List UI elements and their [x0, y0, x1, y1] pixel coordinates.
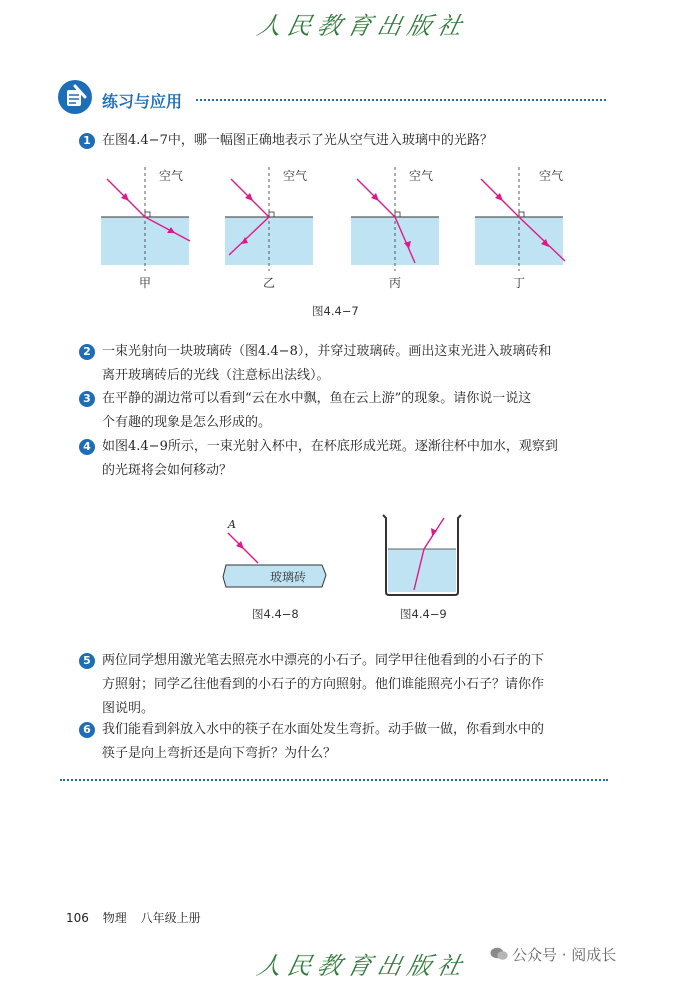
panel-label-yi: 乙 [263, 276, 276, 290]
panel-yi [219, 163, 319, 293]
figure-4-4-7 [95, 163, 575, 293]
figure-caption-4-4-7: 图4.4−7 [312, 304, 359, 318]
question-5-line-2: 方照射；同学乙往他看到的小石子的方向照射。他们谁能照亮小石子？请你作 [102, 677, 545, 692]
page-number: 106 [66, 911, 89, 925]
question-number-2: 2 [79, 344, 95, 360]
question-6-line-2: 筷子是向上弯折还是向下弯折？为什么？ [102, 746, 337, 761]
question-number-1: 1 [79, 133, 95, 149]
question-number-4: 4 [79, 439, 95, 455]
figure-4-4-9 [380, 512, 464, 598]
panel-jia [95, 163, 195, 293]
question-1-text: 在图4.4−7中，哪一幅图正确地表示了光从空气进入玻璃中的光路？ [102, 133, 493, 148]
question-5-line-3: 图说明。 [102, 701, 155, 716]
question-number-6: 6 [79, 722, 95, 738]
wechat-icon [490, 946, 508, 960]
glass-brick-label: 玻璃砖 [270, 570, 307, 584]
question-3-line-2: 个有趣的现象是怎么形成的。 [102, 415, 272, 430]
figure-caption-4-4-9: 图4.4−9 [400, 607, 447, 621]
panel-label-ding: 丁 [513, 276, 526, 290]
footer-subject: 物理 [102, 911, 127, 925]
book-pen-icon [58, 80, 92, 114]
question-number-3: 3 [79, 391, 95, 407]
question-2-line-2: 离开玻璃砖后的光线（注意标出法线）。 [102, 368, 330, 383]
figure-caption-4-4-8: 图4.4−8 [252, 607, 299, 621]
panel-bing [345, 163, 445, 293]
question-4-line-1: 如图4.4−9所示，一束光射入杯中，在杯底形成光斑。逐渐往杯中加水，观察到 [102, 439, 558, 454]
air-label: 空气 [409, 169, 434, 183]
question-5-line-1: 两位同学想用激光笔去照亮水中漂亮的小石子。同学甲往他看到的小石子的下 [102, 653, 545, 668]
air-label: 空气 [159, 169, 184, 183]
point-a-label: A [228, 518, 236, 531]
panel-label-jia: 甲 [139, 276, 152, 290]
question-number-5: 5 [79, 653, 95, 669]
panel-label-bing: 丙 [389, 276, 402, 290]
publisher-logo-bottom: 人民教育出版社 [254, 952, 471, 980]
question-4-line-2: 的光斑将会如何移动？ [102, 463, 233, 478]
page-footer [66, 909, 211, 926]
air-label: 空气 [283, 169, 308, 183]
question-2-line-1: 一束光射向一块玻璃砖（图4.4−8），并穿过玻璃砖。画出这束光进入玻璃砖和 [102, 344, 552, 359]
question-3-line-1: 在平静的湖边常可以看到“云在水中飘，鱼在云上游”的现象。请你说一说这 [102, 391, 532, 406]
air-label: 空气 [539, 169, 564, 183]
footer-book: 八年级上册 [140, 911, 201, 925]
panel-ding [469, 163, 569, 293]
section-title: 练习与应用 [102, 92, 183, 111]
publisher-logo: 人民教育出版社 [254, 12, 471, 40]
section-divider [196, 99, 606, 101]
question-6-line-1: 我们能看到斜放入水中的筷子在水面处发生弯折。动手做一做，你看到水中的 [102, 722, 545, 737]
figure-4-4-8 [214, 515, 334, 605]
section-end-divider [60, 779, 608, 781]
watermark-text: 公众号 · 阅成长 [512, 946, 617, 964]
